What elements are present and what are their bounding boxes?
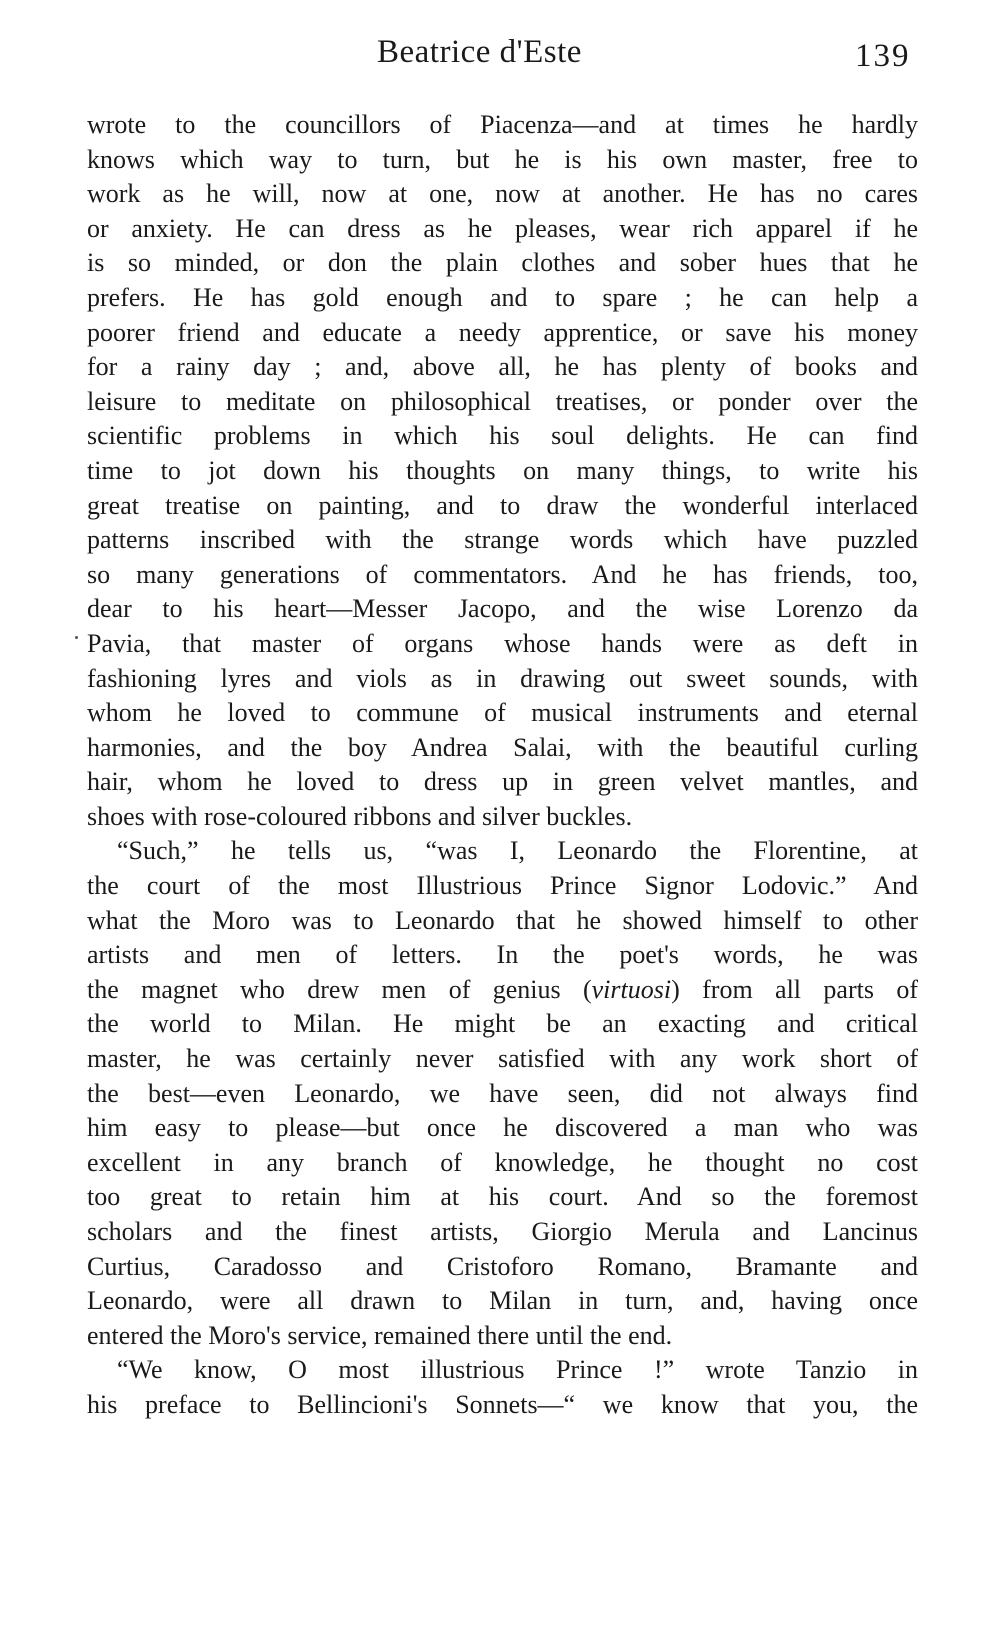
text-line: him easy to please—but once he discovered a man who was bbox=[87, 1113, 918, 1143]
text-line: Pavia, that master of organs whose hands were as deft in bbox=[87, 628, 918, 658]
text-line: or anxiety. He can dress as he pleases, wear rich apparel if he bbox=[87, 213, 918, 243]
text-line: harmonies, and the boy Andrea Salai, with the beautiful curling bbox=[87, 732, 918, 762]
text-line: for a rainy day ; and, above all, he has plenty of books and bbox=[87, 352, 918, 382]
text-line: what the Moro was to Leonardo that he showed himself to other bbox=[87, 905, 918, 935]
running-title: Beatrice d'Este bbox=[377, 34, 582, 70]
text-line: poorer friend and educate a needy apprentice, or save his money bbox=[87, 317, 918, 347]
text-line: knows which way to turn, but he is his own master, free to bbox=[87, 144, 918, 174]
text-line: entered the Moro's service, remained there until the end. bbox=[87, 1320, 673, 1350]
margin-speck bbox=[75, 636, 78, 639]
text-line: scholars and the finest artists, Giorgio Merula and Lancinus bbox=[87, 1217, 918, 1246]
text-line: whom he loved to commune of musical instruments and eternal bbox=[87, 698, 918, 728]
text-run: ) from all parts of bbox=[671, 974, 918, 1004]
text-line: “Such,” he tells us, “was I, Leonardo the Florentine, at bbox=[117, 836, 918, 866]
text-line: shoes with rose-coloured ribbons and silver buckles. bbox=[87, 801, 633, 831]
text-line: leisure to meditate on philosophical treatises, or ponder over the bbox=[87, 386, 918, 416]
text-line: scientific problems in which his soul delights. He can find bbox=[87, 421, 918, 451]
text-line: is so minded, or don the plain clothes and sober hues that he bbox=[87, 248, 918, 278]
text-line: excellent in any branch of knowledge, he thought no cost bbox=[87, 1147, 918, 1177]
text-line: Leonardo, were all drawn to Milan in turn, and, having once bbox=[87, 1286, 918, 1316]
text-line: the world to Milan. He might be an exacting and critical bbox=[87, 1009, 918, 1039]
text-line: hair, whom he loved to dress up in green velvet mantles, and bbox=[87, 767, 918, 797]
text-line: great treatise on painting, and to draw the wonderful interlaced bbox=[87, 490, 918, 520]
text-line: dear to his heart—Messer Jacopo, and the wise Lorenzo da bbox=[87, 594, 918, 624]
text-line: his preface to Bellincioni's Sonnets—“ we know that you, the bbox=[87, 1389, 918, 1419]
text-line: so many generations of commentators. And he has friends, too, bbox=[87, 559, 918, 589]
text-line: the court of the most Illustrious Prince Signor Lodovic.” And bbox=[87, 871, 918, 901]
text-line: Curtius, Caradosso and Cristoforo Romano, Bramante and bbox=[87, 1251, 918, 1281]
text-run: the magnet who drew men of genius ( bbox=[87, 974, 592, 1004]
text-line-with-italic bbox=[87, 973, 918, 1008]
text-line: patterns inscribed with the strange words which have puzzled bbox=[87, 525, 918, 555]
body-text bbox=[87, 108, 918, 1423]
running-head bbox=[0, 34, 1000, 74]
text-line: fashioning lyres and viols as in drawing out sweet sounds, with bbox=[87, 663, 918, 693]
page-number: 139 bbox=[855, 38, 911, 74]
text-line: “We know, O most illustrious Prince !” wrote Tanzio in bbox=[117, 1355, 918, 1385]
text-line: prefers. He has gold enough and to spare ; he can help a bbox=[87, 282, 918, 312]
text-line: the best—even Leonardo, we have seen, did not always find bbox=[87, 1078, 918, 1108]
text-line: time to jot down his thoughts on many things, to write his bbox=[87, 455, 918, 485]
text-line: wrote to the councillors of Piacenza—and at times he hardly bbox=[87, 110, 918, 139]
text-line: too great to retain him at his court. And so the foremost bbox=[87, 1182, 918, 1212]
italic-term: virtuosi bbox=[591, 974, 672, 1004]
text-line: master, he was certainly never satisfied with any work short of bbox=[87, 1044, 918, 1074]
text-line: artists and men of letters. In the poet's words, he was bbox=[87, 940, 918, 970]
text-line: work as he will, now at one, now at another. He has no cares bbox=[87, 179, 918, 209]
